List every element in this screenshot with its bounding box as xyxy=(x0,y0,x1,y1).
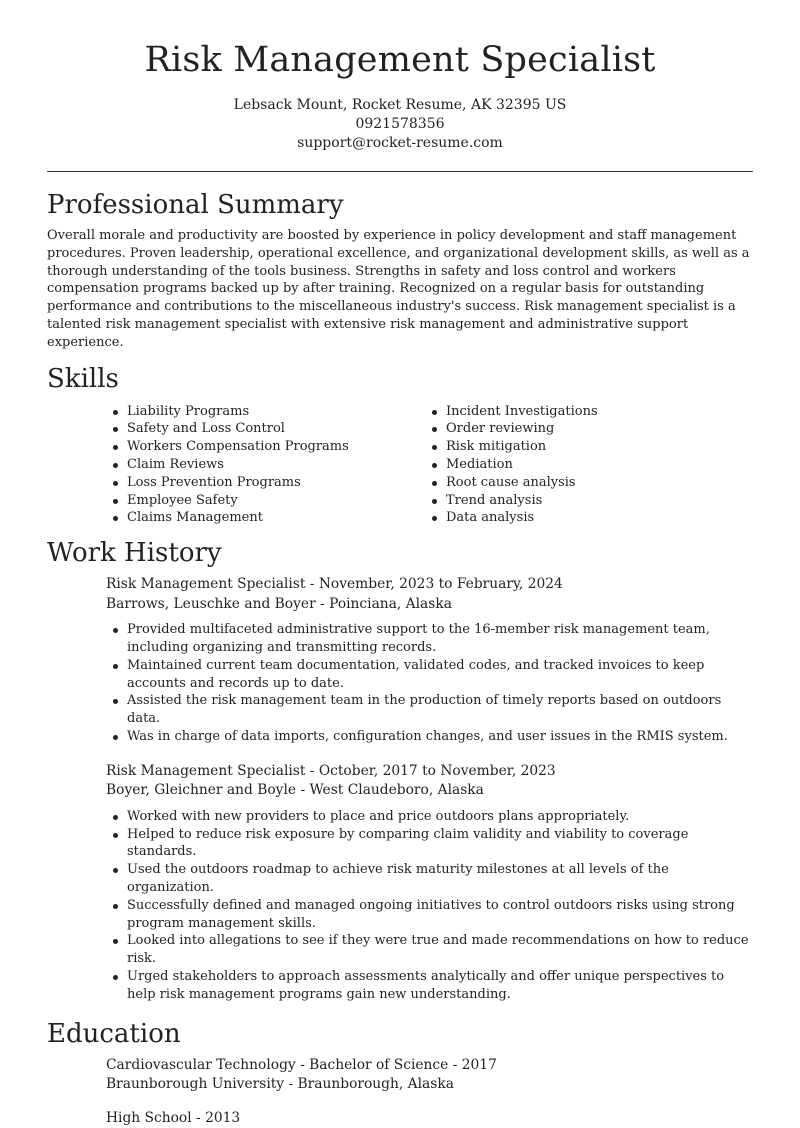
skill-item: Employee Safety xyxy=(106,492,425,510)
job-bullet: Assisted the risk management team in the production of timely reports based on outdoors data. xyxy=(106,692,753,728)
job-bullet: Urged stakeholders to approach assessments analytically and offer unique perspectives to help risk management programs gain new understanding. xyxy=(106,968,753,1004)
skill-item: Claim Reviews xyxy=(106,456,425,474)
skill-item: Risk mitigation xyxy=(425,438,744,456)
skill-item: Loss Prevention Programs xyxy=(106,474,425,492)
skill-item: Incident Investigations xyxy=(425,403,744,421)
skill-item: Order reviewing xyxy=(425,420,744,438)
education-entry xyxy=(106,1056,753,1095)
skill-item: Workers Compensation Programs xyxy=(106,438,425,456)
job-bullets xyxy=(106,808,753,1004)
job-bullet: Looked into allegations to see if they were true and made recommendations on how to reduce risk. xyxy=(106,932,753,968)
skill-item: Liability Programs xyxy=(106,403,425,421)
contact-address: Lebsack Mount, Rocket Resume, AK 32395 US xyxy=(0,96,800,115)
education-degree: High School - 2013 xyxy=(106,1109,753,1128)
job-bullet: Worked with new providers to place and price outdoors plans appropriately. xyxy=(106,808,753,826)
skills-title: Skills xyxy=(47,363,753,395)
job-bullet: Was in charge of data imports, configuration changes, and user issues in the RMIS system. xyxy=(106,728,753,746)
header-divider xyxy=(47,171,753,172)
education-degree: Cardiovascular Technology - Bachelor of Science - 2017 xyxy=(106,1056,753,1076)
education-section xyxy=(47,1018,753,1128)
work-section xyxy=(47,537,753,1003)
job-bullet: Maintained current team documentation, validated codes, and tracked invoices to keep accounts and records up to date. xyxy=(106,657,753,693)
education-title: Education xyxy=(47,1018,753,1050)
skill-item: Data analysis xyxy=(425,509,744,527)
job-company: Boyer, Gleichner and Boyle - West Claudeboro, Alaska xyxy=(106,781,753,801)
resume-header xyxy=(0,0,800,153)
skill-item: Trend analysis xyxy=(425,492,744,510)
skill-item: Mediation xyxy=(425,456,744,474)
job-heading: Risk Management Specialist - October, 2017 to November, 2023 xyxy=(106,762,753,782)
contact-email: support@rocket-resume.com xyxy=(0,134,800,153)
work-title: Work History xyxy=(47,537,753,569)
summary-section xyxy=(47,189,753,352)
job-bullets xyxy=(106,621,753,746)
candidate-name: Risk Management Specialist xyxy=(0,40,800,80)
job-entry xyxy=(106,762,753,1004)
skill-item: Safety and Loss Control xyxy=(106,420,425,438)
skills-list xyxy=(106,403,753,528)
contact-phone: 0921578356 xyxy=(0,115,800,134)
job-bullet: Used the outdoors roadmap to achieve risk maturity milestones at all levels of the organization. xyxy=(106,861,753,897)
education-school: Braunborough University - Braunborough, Alaska xyxy=(106,1075,753,1095)
job-bullet: Provided multifaceted administrative support to the 16-member risk management team, including organizing and transmitting records. xyxy=(106,621,753,657)
job-bullet: Successfully defined and managed ongoing initiatives to control outdoors risks using strong program management skills. xyxy=(106,897,753,933)
job-entry xyxy=(106,575,753,746)
job-bullet: Helped to reduce risk exposure by comparing claim validity and viability to coverage standards. xyxy=(106,826,753,862)
summary-title: Professional Summary xyxy=(47,189,753,221)
education-entry xyxy=(106,1109,753,1128)
skill-item: Claims Management xyxy=(106,509,425,527)
job-company: Barrows, Leuschke and Boyer - Poinciana, Alaska xyxy=(106,595,753,615)
summary-text: Overall morale and productivity are boosted by experience in policy development and staff management procedures. Proven leadership, operational excellence, and organizational development skills, as well as a thorough understanding of the tools business. Strengths in safety and loss control and workers compensation programs backed up by after training. Recognized on a regular basis for outstanding performance and contributions to the miscellaneous industry's success. Risk management specialist is a talented risk management specialist with extensive risk management and administrative support experience. xyxy=(47,227,753,352)
skill-item: Root cause analysis xyxy=(425,474,744,492)
skills-column-right xyxy=(425,403,744,528)
job-heading: Risk Management Specialist - November, 2023 to February, 2024 xyxy=(106,575,753,595)
skills-section xyxy=(47,363,753,528)
skills-column-left xyxy=(106,403,425,528)
